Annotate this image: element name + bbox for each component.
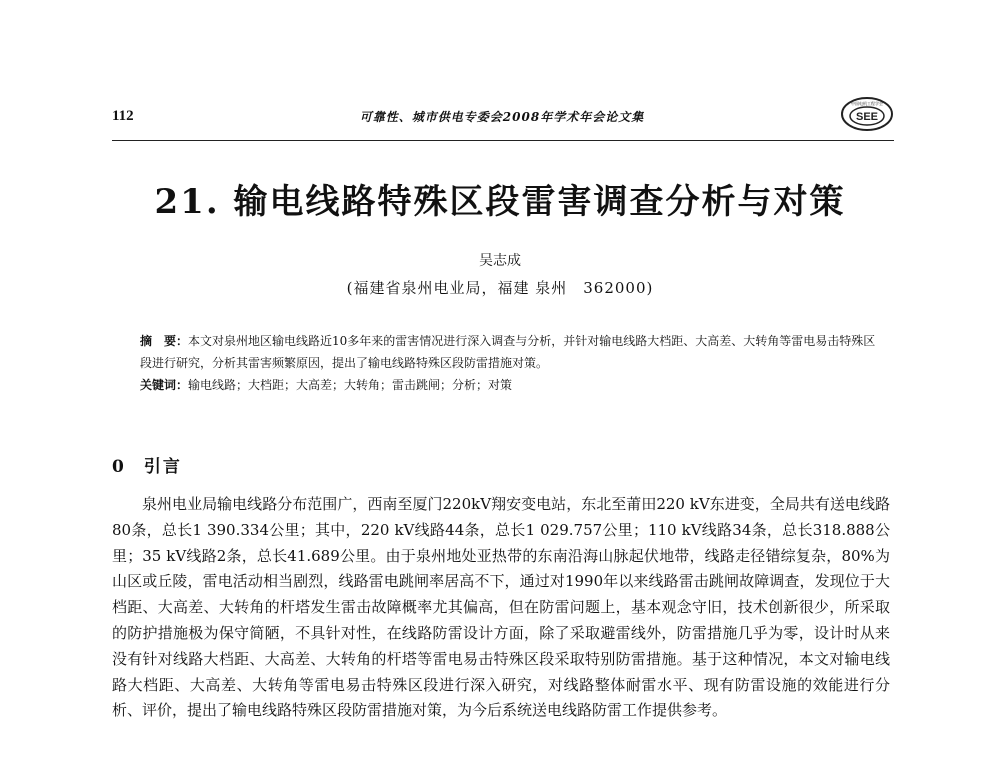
abstract-text: 本文对泉州地区输电线路近10多年来的雷害情况进行深入调查与分析，并针对输电线路大档距、大高差、大转角等雷电易击特殊区段进行研究，分析其雷害频繁原因，提出了输电线路特殊区段防雷措施对策。 bbox=[140, 334, 876, 370]
author: 吴志成 bbox=[479, 253, 521, 269]
logo-ring-text: 中国电机工程学会 bbox=[851, 101, 883, 106]
body-paragraph: 泉州电业局输电线路分布范围广，西南至厦门220kV翔安变电站，东北至莆田220 kV东进变，全局共有送电线路80条，总长1 390.334公里；其中，220 kV线路44条，总长1 029.757公里；110 kV线路34条，总长318.888公里；35 kV线路2条，总长41.689公里。由于泉州地处亚热带的东南沿海山脉起伏地带，线路走径错综复杂，80%为山区或丘陵，雷电活动相当剧烈，线路雷电跳闸率居高不下，通过对1990年以来线路雷击跳闸故障调查，发现位于大档距、大高差、大转角的杆塔发生雷击故障概率尤其偏高，但在防雷问题上，基本观念守旧，技术创新很少，所采取的防护措施极为保守简陋，不具针对性，在线路防雷设计方面，除了采取避雷线外，防雷措施几乎为零，设计时从来没有针对线路大档距、大高差、大转角的杆塔等雷电易击特殊区段采取特别防雷措施。基于这种情况，本文对输电线路大档距、大高差、大转角等雷电易击特殊区段进行深入研究，对线路整体耐雷水平、现有防雷设施的效能进行分析、评价，提出了输电线路特殊区段防雷措施对策，为今后系统送电线路防雷工作提供参考。 bbox=[112, 495, 890, 720]
section-number: 0 bbox=[112, 457, 126, 477]
section-heading bbox=[112, 452, 182, 477]
logo-text: SEE bbox=[855, 111, 879, 123]
header-divider bbox=[112, 140, 894, 141]
keywords-label: 关键词： bbox=[140, 378, 189, 392]
keywords bbox=[140, 374, 880, 396]
page-header bbox=[112, 96, 892, 136]
csee-logo bbox=[840, 96, 894, 132]
abstract bbox=[140, 330, 880, 374]
keywords-text: 输电线路；大档距；大高差；大转角；雷击跳闸；分析；对策 bbox=[188, 378, 513, 392]
affiliation: (福建省泉州电业局，福建 泉州 362000) bbox=[346, 279, 654, 297]
paper-title: 21. 输电线路特殊区段雷害调查分析与对策 bbox=[154, 182, 846, 222]
abstract-block bbox=[140, 330, 880, 396]
page-number: 112 bbox=[112, 108, 134, 124]
section-title: 引言 bbox=[143, 457, 182, 477]
abstract-label: 摘 要： bbox=[140, 334, 189, 348]
running-title: 可靠性、城市供电专委会2008年学术年会论文集 bbox=[359, 110, 645, 124]
